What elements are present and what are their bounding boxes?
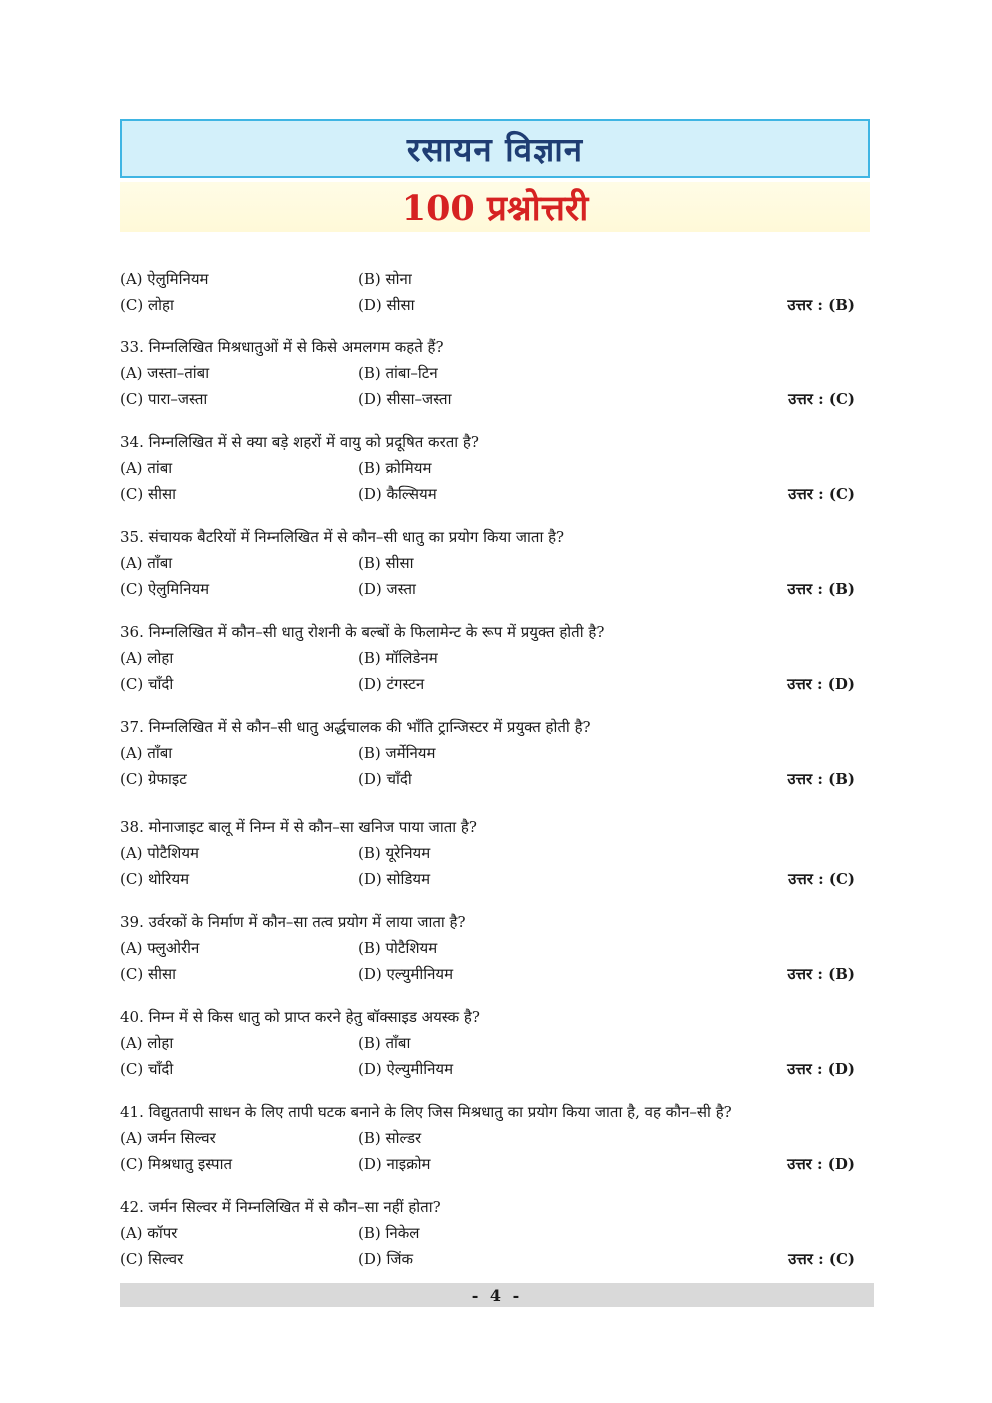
option-d: (D) चाँदी [358, 770, 412, 788]
option-c: (C) ग्रेफाइट [120, 770, 187, 788]
option-row [120, 1030, 855, 1056]
option-b: (B) निकेल [358, 1224, 420, 1242]
option-a: (A) लोहा [120, 649, 174, 667]
option-d: (D) नाइक्रोम [358, 1155, 431, 1173]
question-list [120, 266, 855, 1289]
option-row [120, 266, 855, 292]
question-block-42 [120, 1194, 855, 1289]
question-text: 36. निम्नलिखित में कौन–सी धातु रोशनी के बल्बों के फिलामेन्ट के रूप में प्रयुक्त होती है? [120, 623, 605, 641]
question-text: 40. निम्न में से किस धातु को प्राप्त करने हेतु बॉक्साइड अयस्क है? [120, 1008, 480, 1026]
page-title: रसायन विज्ञान [406, 130, 584, 169]
option-b: (B) जर्मेनियम [358, 744, 436, 762]
answer-label: उत्तर : (C) [788, 1250, 855, 1268]
option-row [120, 455, 855, 481]
question-text: 37. निम्नलिखित में से कौन–सी धातु अर्द्धचालक की भाँति ट्रान्जिस्टर में प्रयुक्त होती है? [120, 718, 591, 736]
option-d: (D) ऐल्युमीनियम [358, 1060, 454, 1078]
question-text: 41. विद्युततापी साधन के लिए तापी घटक बनाने के लिए जिस मिश्रधातु का प्रयोग किया जाता है, वह कौन–सी है? [120, 1103, 732, 1121]
option-b: (B) मॉलिडेनम [358, 649, 438, 667]
answer-label: उत्तर : (D) [787, 1060, 855, 1078]
option-a: (A) फ्लुओरीन [120, 939, 200, 957]
option-row [120, 1220, 855, 1246]
option-row [120, 1151, 855, 1177]
question-block-32 [120, 266, 855, 334]
option-row [120, 1246, 855, 1272]
option-c: (C) लोहा [120, 296, 174, 314]
question-block-33 [120, 334, 855, 429]
question-block-41 [120, 1099, 855, 1194]
option-b: (B) सीसा [358, 554, 414, 572]
option-a: (A) जर्मन सिल्वर [120, 1129, 216, 1147]
option-c: (C) पारा–जस्ता [120, 390, 208, 408]
option-row [120, 386, 855, 412]
answer-label: उत्तर : (B) [787, 580, 855, 598]
option-d: (D) जिंक [358, 1250, 414, 1268]
option-a: (A) ऐलुमिनियम [120, 270, 209, 288]
option-c: (C) थोरियम [120, 870, 190, 888]
option-row [120, 576, 855, 602]
option-d: (D) एल्युमीनियम [358, 965, 454, 983]
option-b: (B) ताँबा [358, 1034, 411, 1052]
option-row [120, 766, 855, 792]
page-number: - 4 - [471, 1285, 523, 1305]
answer-label: उत्तर : (B) [787, 965, 855, 983]
question-block-38 [120, 814, 855, 909]
option-b: (B) क्रोमियम [358, 459, 432, 477]
subtitle-banner [120, 182, 870, 232]
option-row [120, 671, 855, 697]
option-c: (C) सीसा [120, 965, 176, 983]
option-c: (C) मिश्रधातु इस्पात [120, 1155, 233, 1173]
page-subtitle: 100 प्रश्नोत्तरी [401, 187, 589, 229]
option-row [120, 481, 855, 507]
option-a: (A) कॉपर [120, 1224, 178, 1242]
option-row [120, 645, 855, 671]
answer-label: उत्तर : (B) [787, 296, 855, 314]
option-row [120, 840, 855, 866]
answer-label: उत्तर : (D) [787, 1155, 855, 1173]
option-row [120, 961, 855, 987]
question-text: 34. निम्नलिखित में से क्या बड़े शहरों में वायु को प्रदूषित करता है? [120, 433, 479, 451]
question-text: 39. उर्वरकों के निर्माण में कौन–सा तत्व प्रयोग में लाया जाता है? [120, 913, 466, 931]
answer-label: उत्तर : (B) [787, 770, 855, 788]
option-b: (B) पोटैशियम [358, 939, 438, 957]
option-b: (B) यूरेनियम [358, 844, 431, 862]
answer-label: उत्तर : (C) [788, 485, 855, 503]
option-c: (C) चाँदी [120, 675, 174, 693]
question-block-34 [120, 429, 855, 524]
option-row [120, 866, 855, 892]
question-block-37 [120, 714, 855, 814]
option-c: (C) सिल्वर [120, 1250, 184, 1268]
question-block-40 [120, 1004, 855, 1099]
option-d: (D) सीसा [358, 296, 415, 314]
option-a: (A) ताँबा [120, 744, 173, 762]
option-row [120, 935, 855, 961]
question-text: 35. संचायक बैटरियों में निम्नलिखित में से कौन–सी धातु का प्रयोग किया जाता है? [120, 528, 565, 546]
option-row [120, 360, 855, 386]
question-block-36 [120, 619, 855, 714]
answer-label: उत्तर : (D) [787, 675, 855, 693]
option-d: (D) सीसा–जस्ता [358, 390, 452, 408]
option-a: (A) लोहा [120, 1034, 174, 1052]
question-text: 38. मोनाजाइट बालू में निम्न में से कौन–सा खनिज पाया जाता है? [120, 818, 477, 836]
question-text: 33. निम्नलिखित मिश्रधातुओं में से किसे अमलगम कहते हैं? [120, 338, 444, 356]
option-row [120, 740, 855, 766]
option-row [120, 1056, 855, 1082]
option-row [120, 550, 855, 576]
title-banner [120, 119, 870, 178]
option-a: (A) पोटैशियम [120, 844, 200, 862]
option-c: (C) सीसा [120, 485, 176, 503]
option-c: (C) चाँदी [120, 1060, 174, 1078]
option-row [120, 1125, 855, 1151]
question-text: 42. जर्मन सिल्वर में निम्नलिखित में से कौन–सा नहीं होता? [120, 1198, 441, 1216]
option-c: (C) ऐलुमिनियम [120, 580, 210, 598]
answer-label: उत्तर : (C) [788, 390, 855, 408]
option-b: (B) तांबा–टिन [358, 364, 438, 382]
option-row [120, 292, 855, 318]
option-d: (D) टंगस्टन [358, 675, 425, 693]
option-a: (A) जस्ता–तांबा [120, 364, 210, 382]
option-b: (B) सोल्डर [358, 1129, 422, 1147]
option-d: (D) जस्ता [358, 580, 416, 598]
option-b: (B) सोना [358, 270, 412, 288]
option-d: (D) कैल्सियम [358, 485, 437, 503]
question-block-39 [120, 909, 855, 1004]
question-block-35 [120, 524, 855, 619]
page-number-bar [120, 1283, 874, 1307]
option-a: (A) तांबा [120, 459, 173, 477]
option-d: (D) सोडियम [358, 870, 431, 888]
option-a: (A) ताँबा [120, 554, 173, 572]
answer-label: उत्तर : (C) [788, 870, 855, 888]
